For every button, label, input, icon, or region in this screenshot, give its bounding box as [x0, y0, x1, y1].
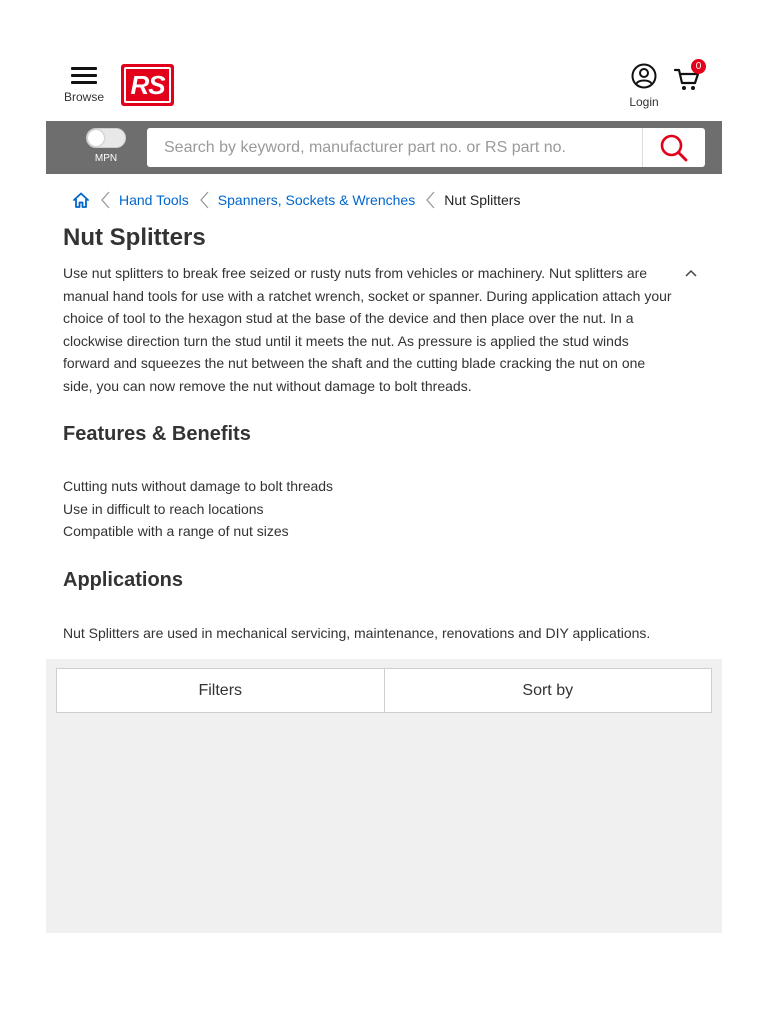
chevron-left-icon [426, 191, 435, 209]
chevron-left-icon [200, 191, 209, 209]
applications-text: Nut Splitters are used in mechanical servicing, maintenance, renovations and DIY applications. [63, 625, 651, 641]
login-button[interactable] [624, 63, 664, 109]
list-item: Use in difficult to reach locations [63, 500, 264, 517]
page-title: Nut Splitters [63, 224, 206, 251]
collapse-description-button[interactable] [682, 264, 700, 282]
features-list [63, 475, 333, 543]
rs-logo-text: RS [124, 67, 171, 103]
browse-menu-button[interactable] [62, 64, 106, 104]
home-icon [72, 191, 90, 209]
breadcrumb-home[interactable] [72, 191, 90, 209]
mpn-label: MPN [94, 153, 118, 164]
breadcrumb-current: Nut Splitters [444, 192, 521, 208]
cart-button[interactable] [673, 62, 707, 92]
results-panel [46, 659, 722, 933]
magnifier-icon [659, 133, 689, 163]
category-description: Use nut splitters to break free seized or rusty nuts from vehicles or machinery. Nut splitters are manual hand tools for use with a ratchet wrench, socket or spanner. During application attach your choice of tool to the hexagon stud at the base of the device and then place over the nut. In a clockwise direction turn the stud until it meets the nut. As pressure is applied the stud winds forward and squeezes the nut between the shaft and the cutting blade cracking the nut on one side, you can now remove the nut without damage to bolt threads. [63, 265, 672, 394]
mpn-toggle-knob [88, 130, 104, 146]
browse-label: Browse [63, 90, 104, 104]
hamburger-menu-icon [71, 64, 97, 84]
applications-heading: Applications [63, 569, 184, 591]
search-bar [46, 121, 722, 174]
list-item: Compatible with a range of nut sizes [63, 523, 289, 539]
chevron-up-icon [685, 269, 697, 277]
mpn-toggle[interactable] [86, 128, 126, 148]
breadcrumb [72, 188, 520, 212]
search-input[interactable] [147, 128, 642, 167]
login-label: Login [629, 95, 659, 109]
site-header [0, 0, 768, 121]
breadcrumb-hand-tools[interactable]: Hand Tools [119, 192, 189, 208]
filters-button[interactable]: Filters [198, 681, 243, 699]
list-item: Cutting nuts without damage to bolt threads [63, 478, 334, 494]
user-circle-icon [631, 63, 657, 89]
breadcrumb-spanners[interactable]: Spanners, Sockets & Wrenches [217, 192, 416, 208]
sort-by-button[interactable]: Sort by [384, 669, 712, 712]
rs-logo[interactable] [121, 64, 174, 106]
filter-sort-bar [56, 668, 712, 713]
chevron-left-icon [101, 191, 110, 209]
cart-count-badge: 0 [691, 59, 706, 74]
features-heading: Features & Benefits [63, 423, 251, 445]
search-button[interactable] [642, 128, 705, 167]
